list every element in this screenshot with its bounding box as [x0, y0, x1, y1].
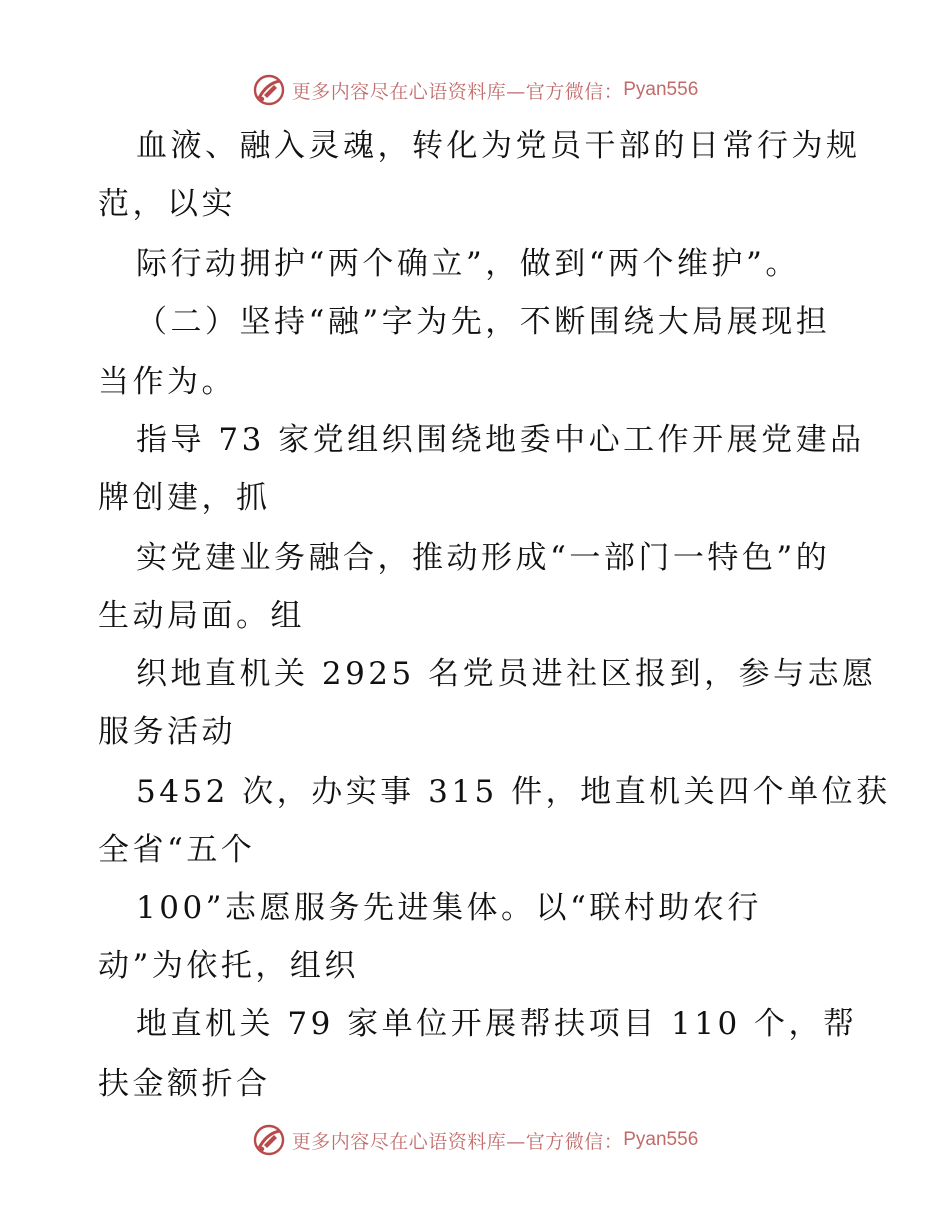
watermark-footer	[0, 1120, 950, 1160]
watermark-text: 更多内容尽在心语资料库—官方微信：	[291, 1130, 624, 1153]
text-line: （二）坚持“融”字为先，不断围绕大局展现担	[136, 304, 831, 340]
watermark-header	[0, 70, 950, 110]
text-line: 5452 次，办实事 315 件，地直机关四个单位获	[136, 774, 891, 810]
text-line: 全省“五个	[98, 832, 256, 868]
text-line: 实党建业务融合，推动形成“一部门一特色”的	[136, 540, 831, 576]
text-line: 动”为依托，组织	[98, 948, 359, 984]
text-line: 服务活动	[98, 714, 236, 750]
text-line: 范，以实	[98, 186, 236, 222]
text-line: 指导 73 家党组织围绕地委中心工作开展党建品	[136, 422, 865, 458]
watermark-text: 更多内容尽在心语资料库—官方微信：	[291, 80, 624, 103]
text-line: 当作为。	[98, 364, 236, 400]
text-line: 际行动拥护“两个确立”，做到“两个维护”。	[136, 246, 800, 282]
pen-swirl-logo-icon	[252, 73, 286, 107]
pen-swirl-logo-icon	[252, 1123, 286, 1157]
text-line: 血液、融入灵魂，转化为党员干部的日常行为规	[136, 128, 861, 164]
text-line: 织地直机关 2925 名党员进社区报到，参与志愿	[136, 656, 877, 692]
text-line: 地直机关 79 家单位开展帮扶项目 110 个，帮	[136, 1006, 858, 1042]
text-line: 扶金额折合	[98, 1066, 271, 1102]
watermark-wechat-id: Pyan556	[623, 1129, 699, 1150]
text-line: 牌创建，抓	[98, 480, 271, 516]
watermark-wechat-id: Pyan556	[623, 79, 699, 100]
text-line: 生动局面。组	[98, 598, 305, 634]
text-line: 100”志愿服务先进集体。以“联村助农行	[136, 890, 762, 926]
